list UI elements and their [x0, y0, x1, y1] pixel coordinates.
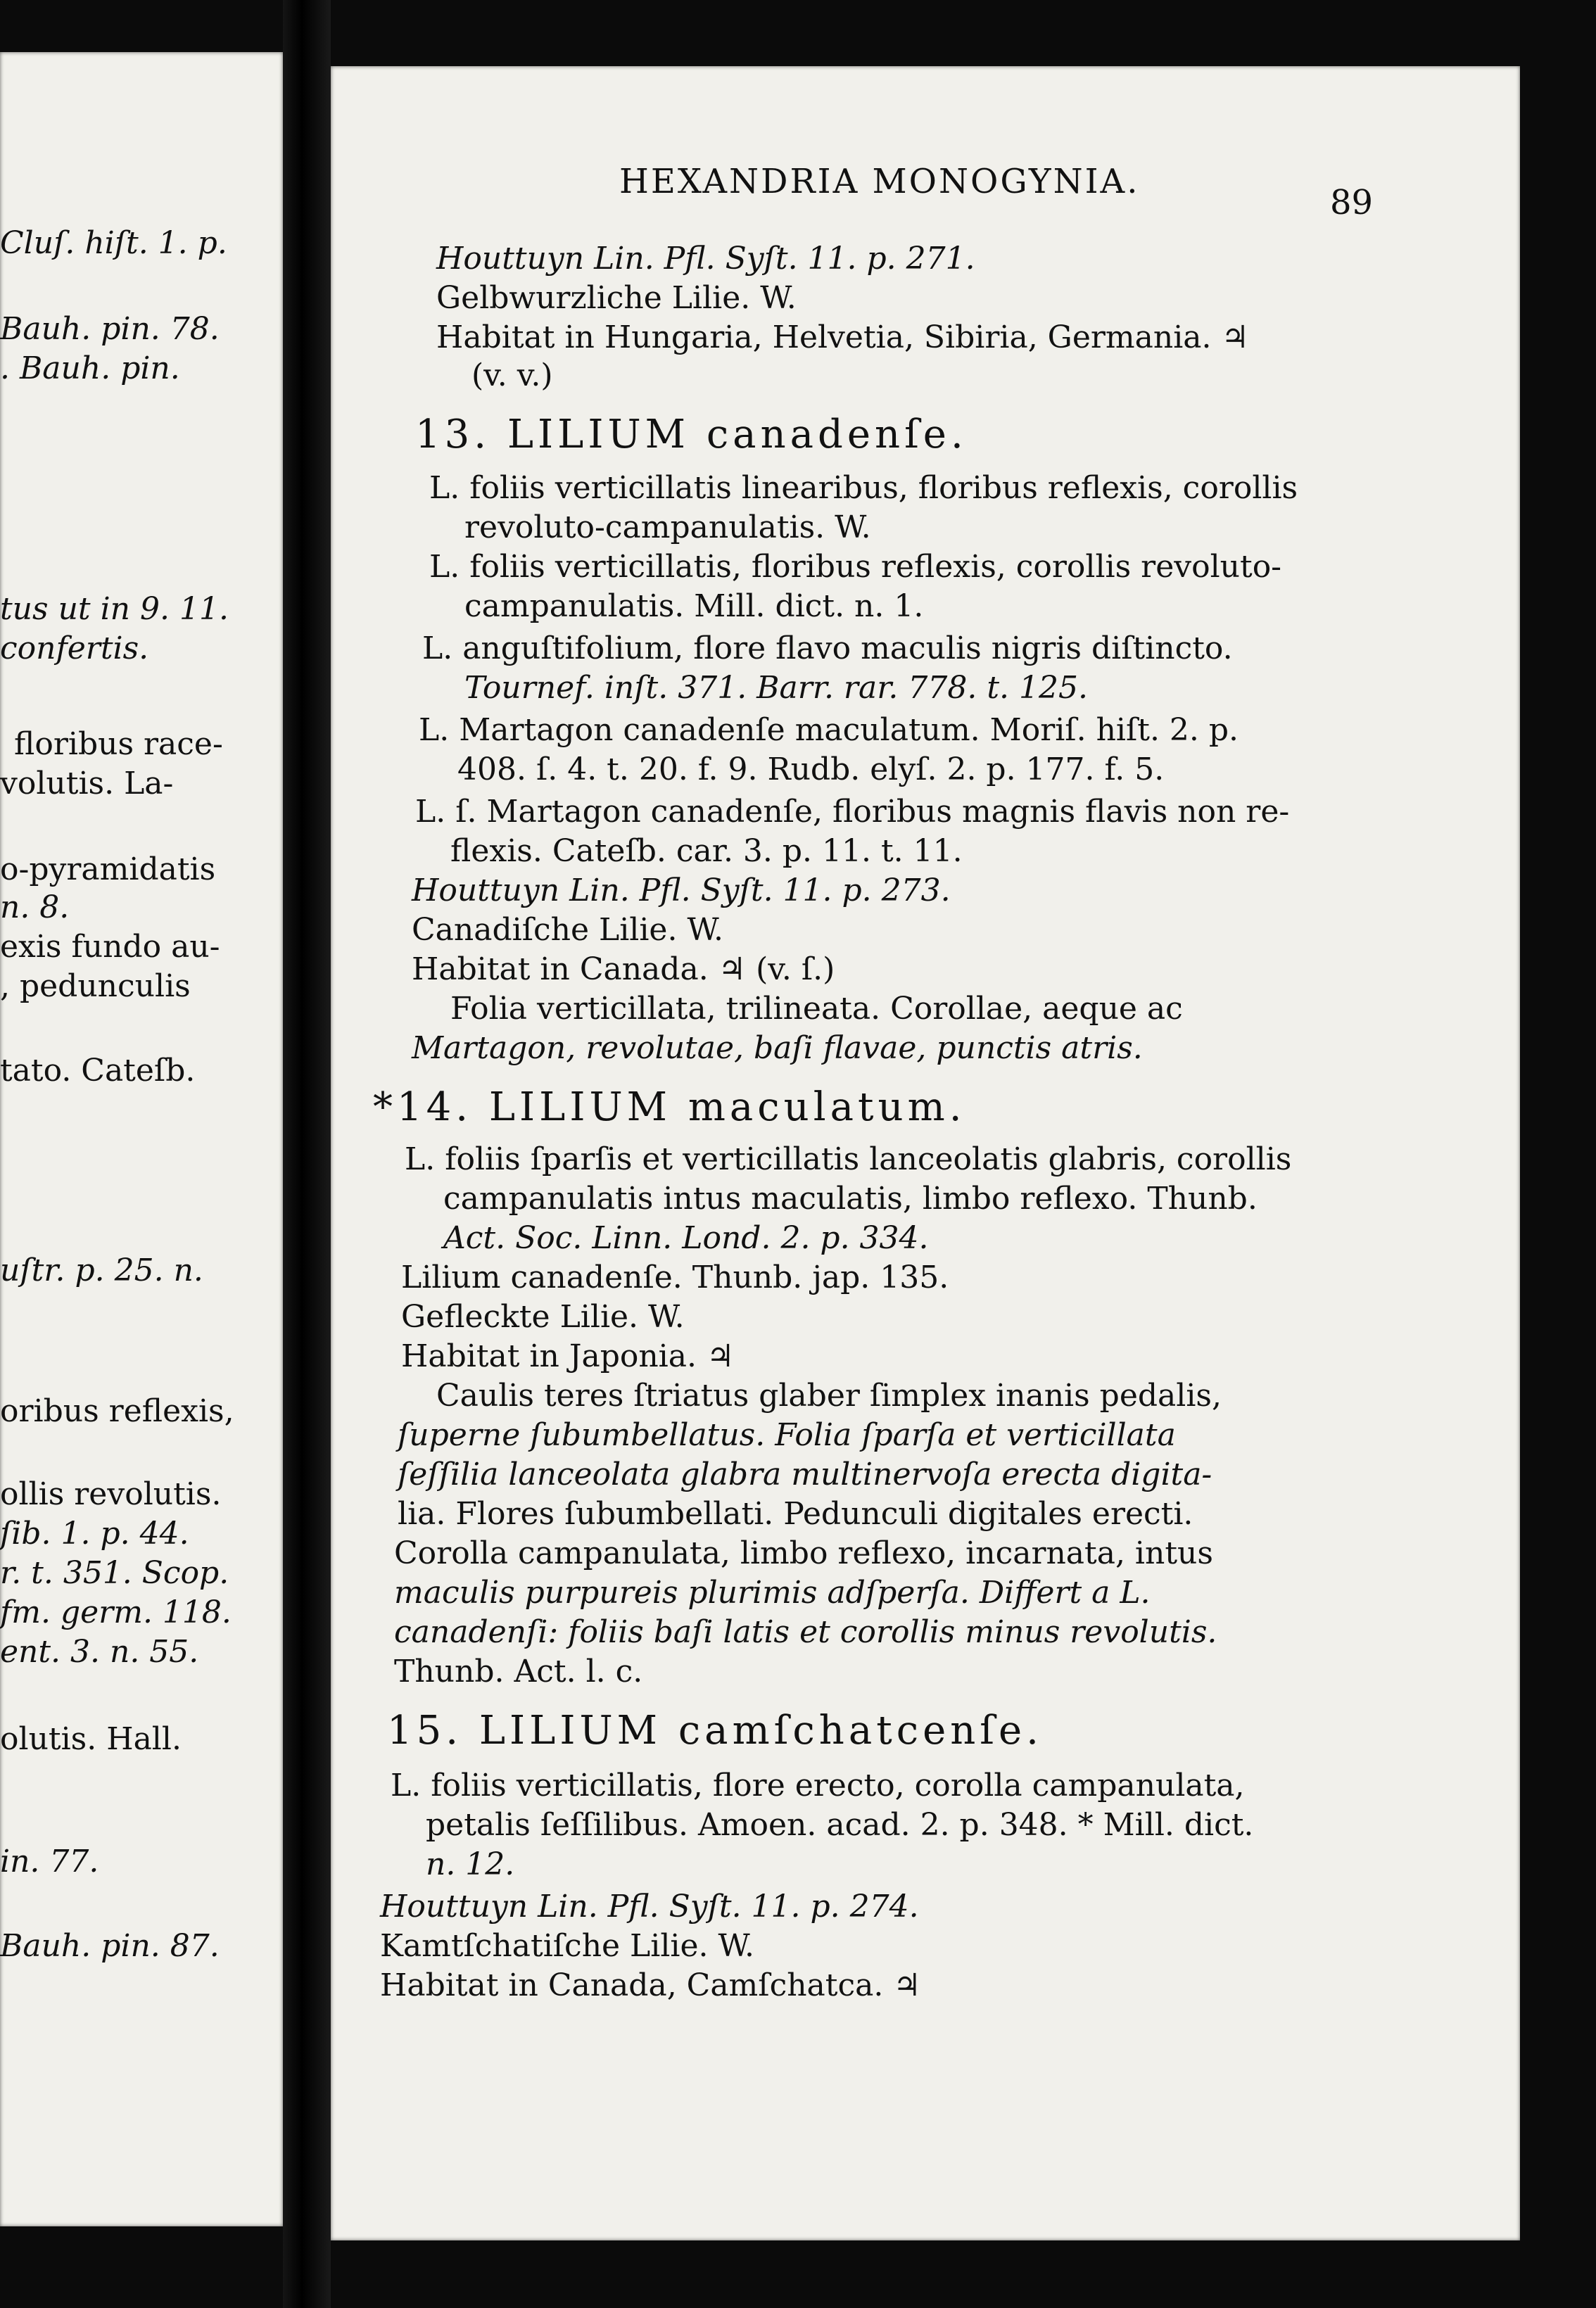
book-gutter [283, 0, 331, 2308]
text-line: maculis purpureis plurimis adſperſa. Differt a L. [394, 1575, 1151, 1611]
text-line: Habitat in Japonia. ♃ [401, 1338, 735, 1374]
left-fragment-line: Cluſ. hiſt. 1. p. [0, 225, 227, 261]
left-fragment-line: uſtr. p. 25. n. [0, 1253, 203, 1288]
left-fragment-line: in. 77. [0, 1844, 99, 1879]
species-heading: 13. LILIUM canadenſe. [415, 412, 968, 457]
text-line: Houttuyn Lin. Pfl. Syſt. 11. p. 271. [436, 241, 975, 277]
left-fragment-line: floribus race- [14, 726, 223, 762]
text-line: L. ſ. Martagon canadenſe, floribus magnis flavis non re- [415, 794, 1290, 830]
text-line: ſuperne ſubumbellatus. Folia ſparſa et verticillata [398, 1417, 1176, 1453]
left-fragment-line: fm. germ. 118. [0, 1594, 232, 1630]
text-line: petalis ſeſſilibus. Amoen. acad. 2. p. 348. * Mill. dict. [426, 1807, 1254, 1843]
left-fragment-line: o-pyramidatis [0, 851, 216, 887]
text-line: lia. Flores ſubumbellati. Pedunculi digitales erecti. [398, 1496, 1193, 1532]
left-fragment-line: Bauh. pin. 78. [0, 311, 220, 347]
text-line: Lilium canadenſe. Thunb. jap. 135. [401, 1260, 949, 1295]
left-fragment-line: exis fundo au- [0, 929, 220, 965]
text-line: L. foliis verticillatis linearibus, floribus reflexis, corollis [429, 470, 1298, 506]
left-fragment-line: volutis. La- [0, 766, 174, 801]
text-line: Corolla campanulata, limbo reflexo, incarnata, intus [394, 1535, 1213, 1571]
text-line: canadenſi: foliis baſi latis et corollis minus revolutis. [394, 1614, 1217, 1650]
text-line: Tournef. inſt. 371. Barr. rar. 778. t. 125. [464, 670, 1088, 706]
text-line: Gelbwurzliche Lilie. W. [436, 280, 797, 316]
text-line: flexis. Cateſb. car. 3. p. 11. t. 11. [450, 833, 963, 869]
text-line: (v. v.) [471, 357, 553, 393]
text-line: Thunb. Act. l. c. [394, 1654, 643, 1689]
left-fragment-line: n. 8. [0, 889, 70, 925]
left-fragment-line: , pedunculis [0, 968, 191, 1004]
text-line: Canadiſche Lilie. W. [412, 912, 723, 948]
text-line: ſeſſilia lanceolata glabra multinervoſa erecta digita- [398, 1457, 1212, 1492]
left-fragment-line: ent. 3. n. 55. [0, 1634, 199, 1670]
text-line: Houttuyn Lin. Pfl. Syſt. 11. p. 274. [380, 1889, 919, 1925]
left-fragment-line: ollis revolutis. [0, 1476, 222, 1512]
text-line: revoluto-campanulatis. W. [464, 509, 871, 545]
text-line: L. anguſtifolium, flore flavo maculis nigris diſtincto. [422, 630, 1233, 666]
text-line: Act. Soc. Linn. Lond. 2. p. 334. [443, 1220, 929, 1256]
left-fragment-line: r. t. 351. Scop. [0, 1555, 229, 1591]
text-line: L. foliis ſparſis et verticillatis lanceolatis glabris, corollis [405, 1141, 1292, 1177]
text-line: L. Martagon canadenſe maculatum. Moriſ. hiſt. 2. p. [419, 712, 1239, 748]
text-line: Folia verticillata, trilineata. Corollae, aeque ac [450, 991, 1183, 1027]
page-number: 89 [1330, 183, 1374, 222]
text-line: Houttuyn Lin. Pfl. Syſt. 11. p. 273. [412, 873, 951, 908]
left-fragment-line: ſib. 1. p. 44. [0, 1516, 189, 1552]
text-line: Kamtſchatiſche Lilie. W. [380, 1928, 755, 1964]
left-page [0, 52, 283, 2226]
running-head: HEXANDRIA MONOGYNIA. [619, 162, 1140, 201]
left-fragment-line: confertis. [0, 630, 149, 666]
text-line: n. 12. [426, 1846, 515, 1882]
text-line: L. foliis verticillatis, flore erecto, corolla campanulata, [391, 1768, 1245, 1803]
species-heading: *14. LILIUM maculatum. [373, 1084, 966, 1130]
text-line: Habitat in Hungaria, Helvetia, Sibiria, Germania. ♃ [436, 319, 1249, 355]
left-fragment-line: . Bauh. pin. [0, 350, 180, 386]
left-fragment-line: Bauh. pin. 87. [0, 1928, 220, 1964]
species-heading: 15. LILIUM camſchatcenſe. [387, 1708, 1043, 1754]
text-line: Gefleckte Lilie. W. [401, 1299, 685, 1335]
text-line: Habitat in Canada, Camſchatca. ♃ [380, 1967, 921, 2003]
text-line: Caulis teres ſtriatus glaber ſimplex inanis pedalis, [436, 1378, 1222, 1414]
text-line: campanulatis intus maculatis, limbo reflexo. Thunb. [443, 1181, 1258, 1217]
text-line: Martagon, revolutae, baſi flavae, punctis atris. [412, 1030, 1143, 1066]
right-page [331, 66, 1520, 2240]
left-fragment-line: tus ut in 9. 11. [0, 591, 229, 627]
text-line: campanulatis. Mill. dict. n. 1. [464, 588, 924, 624]
left-fragment-line: oribus reflexis, [0, 1393, 234, 1429]
left-fragment-line: olutis. Hall. [0, 1721, 182, 1757]
text-line: Habitat in Canada. ♃ (v. ſ.) [412, 951, 835, 987]
text-line: 408. ſ. 4. t. 20. f. 9. Rudb. elyſ. 2. p. 177. f. 5. [457, 752, 1165, 787]
left-fragment-line: tato. Cateſb. [0, 1053, 196, 1089]
text-line: L. foliis verticillatis, floribus reflexis, corollis revoluto- [429, 549, 1282, 585]
